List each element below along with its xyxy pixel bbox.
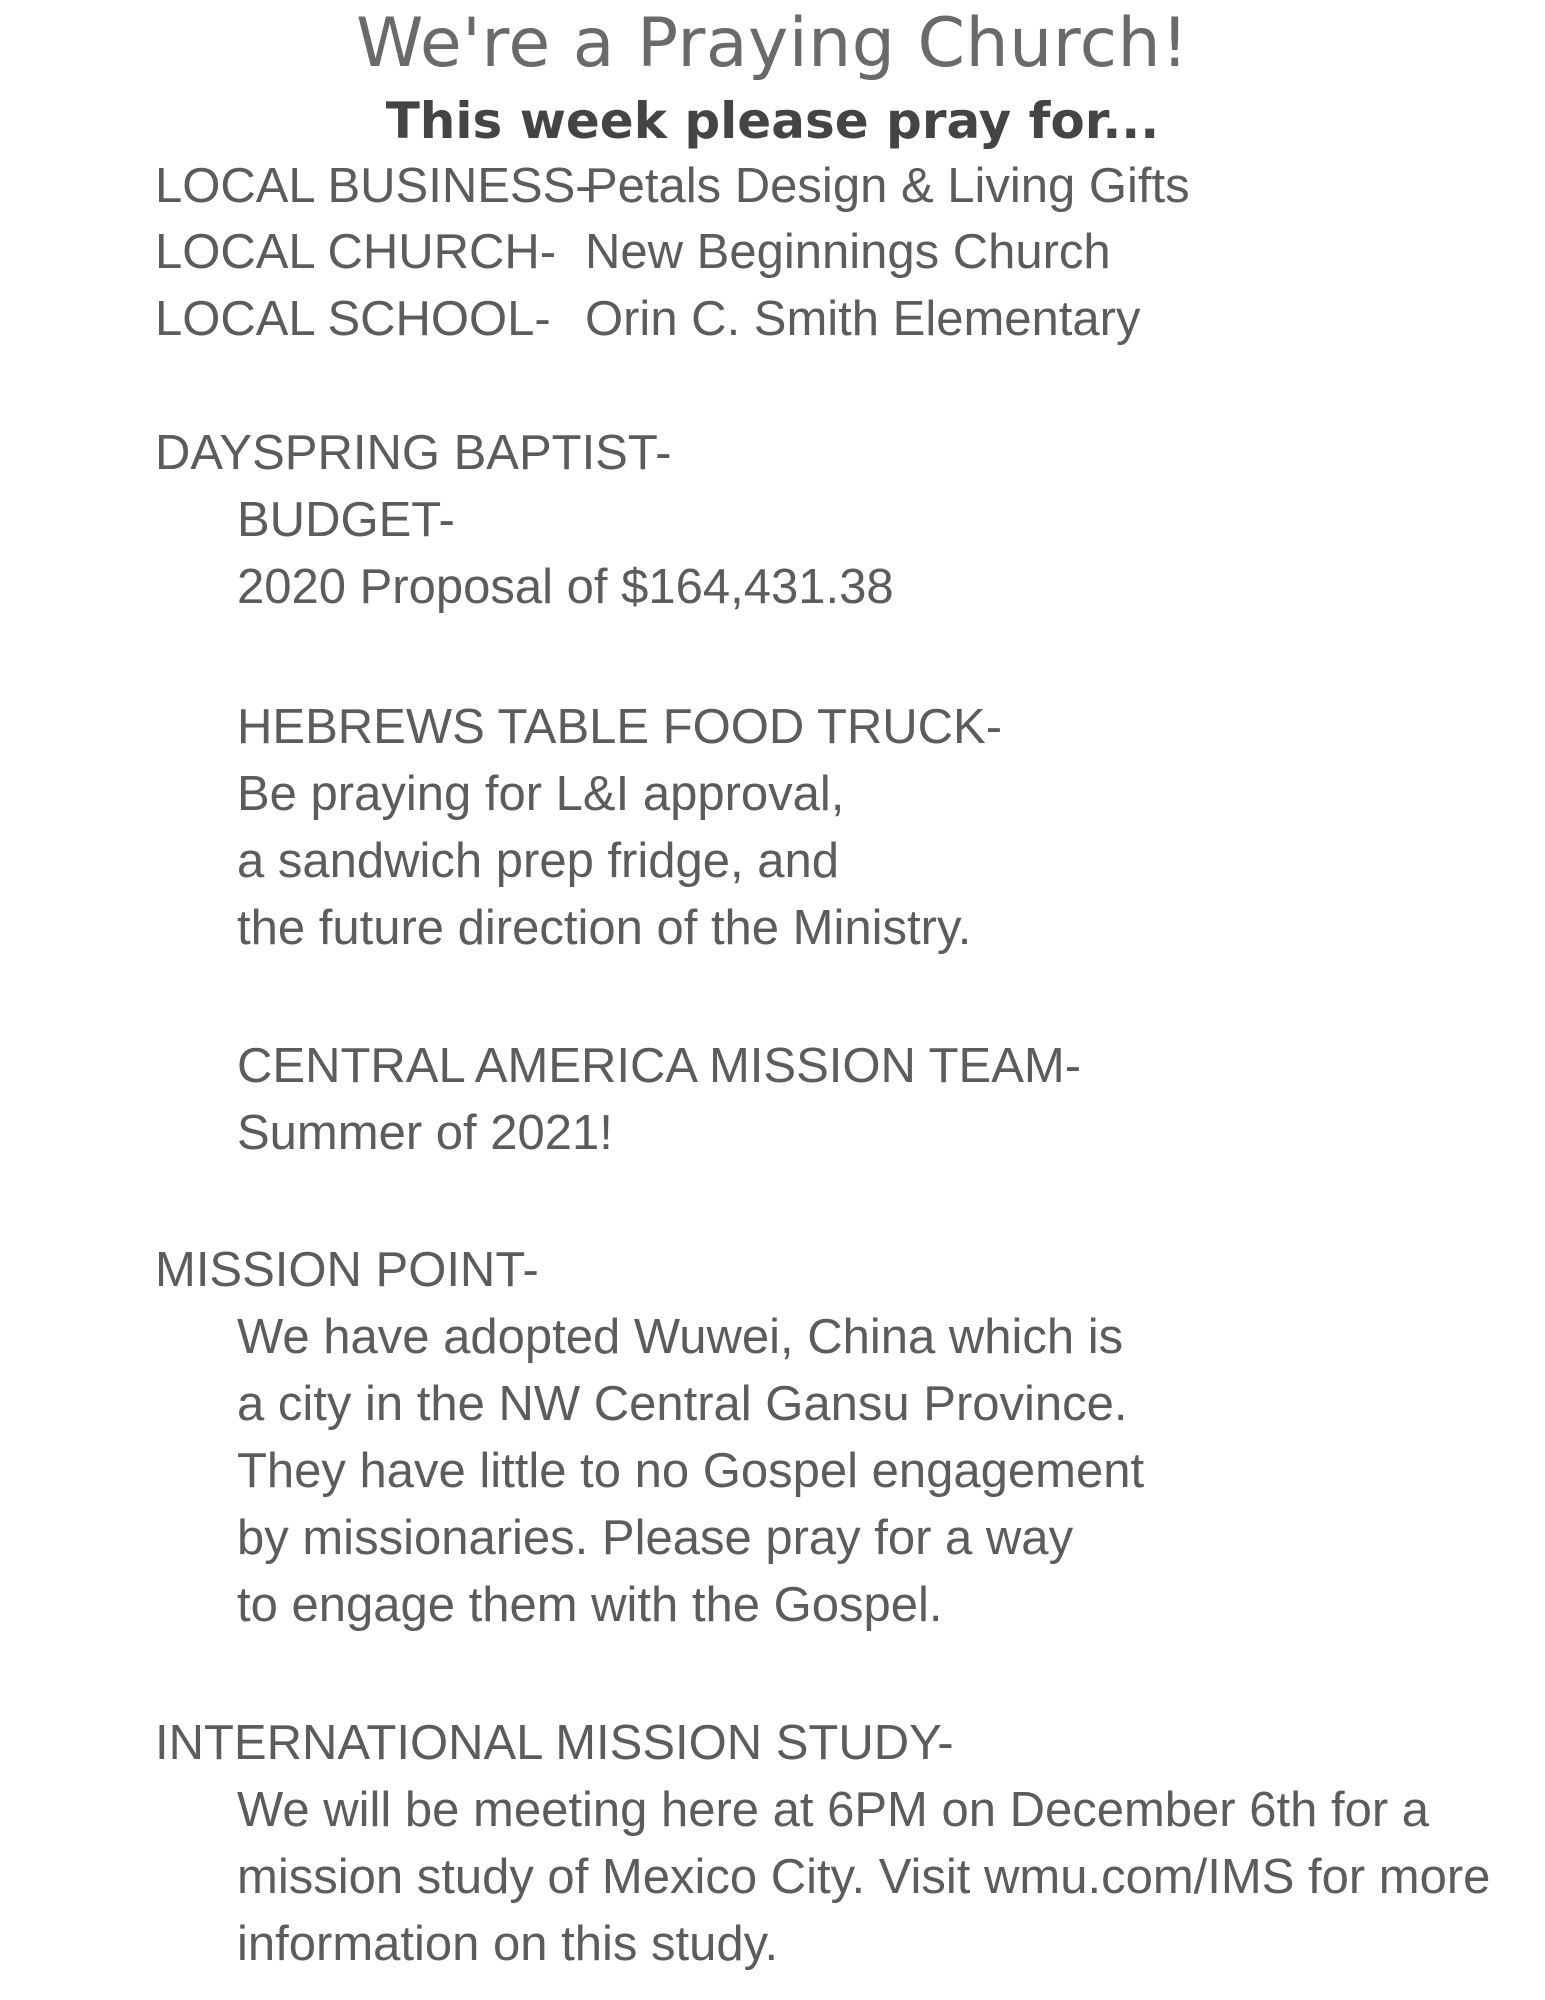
local-business-value: Petals Design & Living Gifts <box>585 159 1190 213</box>
ims-line: mission study of Mexico City. Visit wmu.com/IMS for more <box>237 1850 1491 1904</box>
mission-point-line: a city in the NW Central Gansu Province. <box>237 1377 1128 1431</box>
mission-point-line: We have adopted Wuwei, China which is <box>237 1310 1124 1364</box>
ims-heading: INTERNATIONAL MISSION STUDY- <box>155 1716 954 1770</box>
mission-point-heading: MISSION POINT- <box>155 1243 539 1297</box>
mission-point-line: They have little to no Gospel engagement <box>237 1444 1145 1498</box>
dayspring-heading: DAYSPRING BAPTIST- <box>155 426 672 480</box>
budget-text: 2020 Proposal of $164,431.38 <box>237 560 894 614</box>
food-truck-line: Be praying for L&I approval, <box>237 767 845 821</box>
food-truck-line: a sandwich prep fridge, and <box>237 834 839 888</box>
ims-line: information on this study. <box>237 1917 779 1971</box>
local-church-value: New Beginnings Church <box>585 225 1111 279</box>
mission-point-line: by missionaries. Please pray for a way <box>237 1511 1074 1565</box>
page-subtitle: This week please pray for... <box>385 92 1160 150</box>
food-truck-heading: HEBREWS TABLE FOOD TRUCK- <box>237 700 1003 754</box>
budget-heading: BUDGET- <box>237 493 455 547</box>
food-truck-line: the future direction of the Ministry. <box>237 901 972 955</box>
local-business-label: LOCAL BUSINESS- <box>155 159 592 213</box>
mission-team-heading: CENTRAL AMERICA MISSION TEAM- <box>237 1039 1082 1093</box>
local-school-value: Orin C. Smith Elementary <box>585 292 1141 346</box>
mission-point-line: to engage them with the Gospel. <box>237 1578 943 1632</box>
ims-line: We will be meeting here at 6PM on December 6th for a <box>237 1783 1430 1837</box>
local-church-label: LOCAL CHURCH- <box>155 225 557 279</box>
mission-team-text: Summer of 2021! <box>237 1106 613 1160</box>
page-title: We're a Praying Church! <box>356 4 1189 83</box>
local-school-label: LOCAL SCHOOL- <box>155 292 551 346</box>
